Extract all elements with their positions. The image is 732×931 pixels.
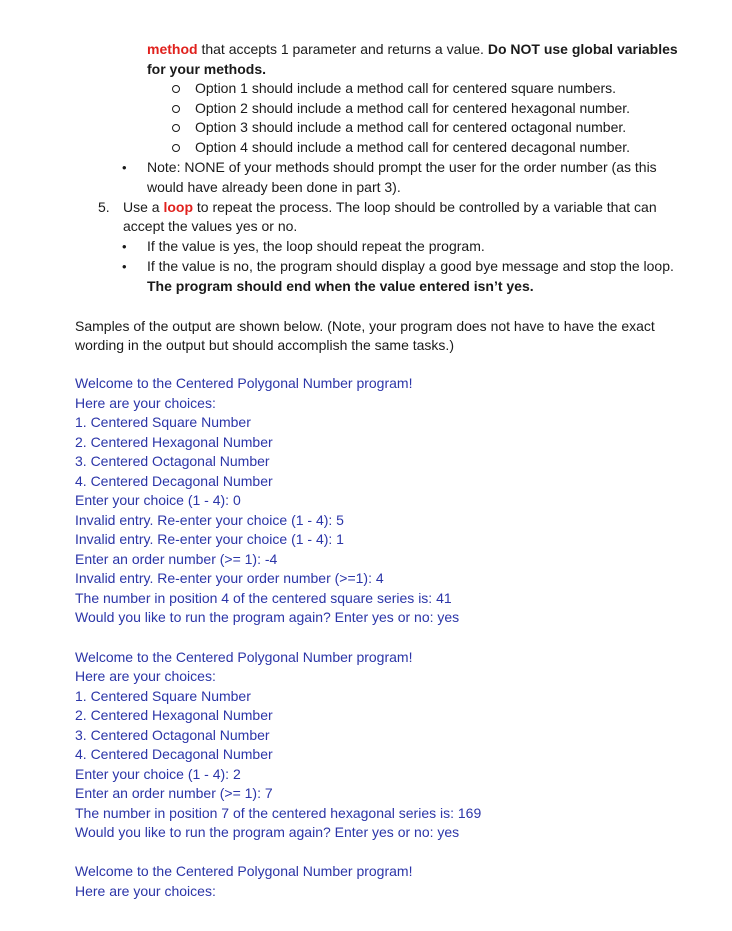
output-line: 3. Centered Octagonal Number <box>75 727 270 743</box>
option-1: Option 1 should include a method call for centered square numbers. <box>195 80 617 96</box>
output-line: Here are your choices: <box>75 883 216 899</box>
note-line1: Note: NONE of your methods should prompt the user for the order number (as this <box>147 159 657 175</box>
output-line: The number in position 7 of the centered hexagonal series is: 169 <box>75 805 482 821</box>
output-line: Enter your choice (1 - 4): 2 <box>75 766 241 782</box>
output-line: Enter an order number (>= 1): -4 <box>75 551 278 567</box>
step5-line2: accept the values yes or no. <box>123 218 298 234</box>
output-line: Here are your choices: <box>75 395 216 411</box>
step5-bullet-yes: If the value is yes, the loop should repeat the program. <box>147 238 485 254</box>
option-3: Option 3 should include a method call for centered octagonal number. <box>195 119 627 135</box>
note-line2: would have already been done in part 3). <box>147 179 401 195</box>
output-line: Invalid entry. Re-enter your choice (1 - 4): 1 <box>75 531 344 547</box>
output-line: 4. Centered Decagonal Number <box>75 746 273 762</box>
bullet-icon: • <box>122 160 127 175</box>
step-number: 5. <box>98 199 110 215</box>
output-line: Invalid entry. Re-enter your choice (1 - 4): 5 <box>75 512 344 528</box>
method-paragraph-line2: for your methods. <box>147 61 267 77</box>
output-line: The number in position 4 of the centered square series is: 41 <box>75 590 452 606</box>
method-keyword: method <box>147 41 198 57</box>
output-line: Welcome to the Centered Polygonal Number program! <box>75 375 413 391</box>
output-line: Welcome to the Centered Polygonal Number program! <box>75 649 413 665</box>
output-line: Here are your choices: <box>75 668 216 684</box>
output-line: 3. Centered Octagonal Number <box>75 453 270 469</box>
method-paragraph-text: that accepts 1 parameter and returns a value. <box>197 41 488 57</box>
output-line: 1. Centered Square Number <box>75 688 251 704</box>
samples-intro-line2: wording in the output but should accomplish the same tasks.) <box>75 337 454 353</box>
step5-line1 <box>123 198 657 217</box>
option-2: Option 2 should include a method call for centered hexagonal number. <box>195 100 631 116</box>
samples-intro-line1: Samples of the output are shown below. (Note, your program does not have to have the exact <box>75 318 655 334</box>
bullet-icon: • <box>122 239 127 254</box>
method-paragraph-line1 <box>147 40 678 59</box>
output-line: 1. Centered Square Number <box>75 414 251 430</box>
option-circle-bullet-icon <box>172 144 180 152</box>
option-circle-bullet-icon <box>172 85 180 93</box>
output-line: 2. Centered Hexagonal Number <box>75 707 273 723</box>
step5-bullet-no: If the value is no, the program should display a good bye message and stop the loop. <box>147 258 674 274</box>
option-circle-bullet-icon <box>172 105 180 113</box>
output-line: 2. Centered Hexagonal Number <box>75 434 273 450</box>
option-4: Option 4 should include a method call for centered decagonal number. <box>195 139 631 155</box>
output-line: Would you like to run the program again? Enter yes or no: yes <box>75 609 460 625</box>
output-line: Enter an order number (>= 1): 7 <box>75 785 273 801</box>
output-line: Enter your choice (1 - 4): 0 <box>75 492 241 508</box>
loop-keyword: loop <box>163 199 194 215</box>
global-variables-warning: Do NOT use global variables <box>487 41 678 57</box>
output-line: Would you like to run the program again? Enter yes or no: yes <box>75 824 460 840</box>
option-circle-bullet-icon <box>172 124 180 132</box>
program-end-rule: The program should end when the value entered isn’t yes. <box>147 278 534 294</box>
bullet-icon: • <box>122 259 127 274</box>
output-line: 4. Centered Decagonal Number <box>75 473 273 489</box>
step5-post-text: to repeat the process. The loop should be controlled by a variable that can <box>193 199 657 215</box>
output-line: Invalid entry. Re-enter your order number (>=1): 4 <box>75 570 384 586</box>
output-line: Welcome to the Centered Polygonal Number program! <box>75 863 413 879</box>
step5-pre-text: Use a <box>123 199 164 215</box>
